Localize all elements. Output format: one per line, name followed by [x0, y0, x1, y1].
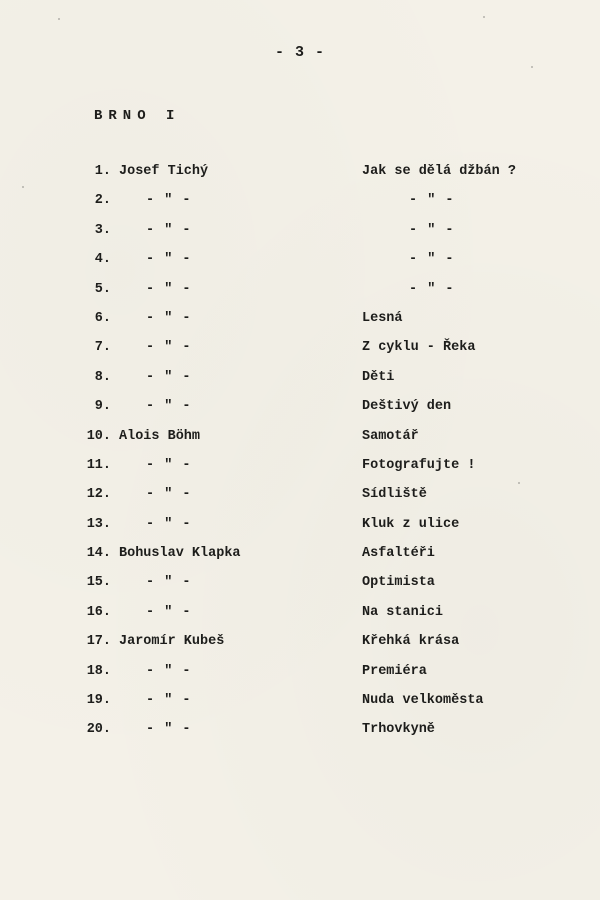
entry-author: Bohuslav Klapka — [119, 546, 241, 562]
entry-author: - " - — [146, 340, 192, 356]
entry-title: Na stanici — [362, 604, 444, 620]
paper-speck — [58, 18, 60, 20]
list-item — [0, 720, 600, 749]
entry-number: 1. — [94, 164, 111, 179]
entry-title: Sídliště — [362, 487, 427, 503]
list-item — [0, 338, 600, 367]
entry-author: - " - — [146, 693, 192, 709]
entry-number: 10. — [86, 428, 111, 444]
list-item — [0, 309, 600, 338]
entry-author: - " - — [146, 399, 192, 415]
entry-title: Asfaltéři — [362, 546, 435, 562]
paper-speck — [22, 186, 24, 188]
entry-title: Deštivý den — [362, 399, 452, 415]
entry-title: Děti — [362, 369, 395, 385]
entry-title: - " - — [409, 193, 455, 209]
entry-title: Jak se dělá džbán ? — [362, 164, 516, 179]
list-item — [0, 427, 600, 456]
entry-list — [0, 162, 600, 750]
list-item — [0, 280, 600, 309]
list-item — [0, 573, 600, 602]
entry-author: - " - — [146, 281, 192, 297]
entry-title: Optimista — [362, 575, 435, 591]
entry-title: - " - — [409, 281, 455, 297]
list-item — [0, 368, 600, 397]
entry-title: - " - — [409, 252, 455, 268]
entry-number: 13. — [86, 516, 111, 532]
entry-number: 5. — [94, 281, 111, 297]
entry-author: Jaromír Kubeš — [119, 634, 225, 650]
entry-title: Lesná — [362, 310, 403, 326]
entry-number: 2. — [94, 193, 111, 209]
entry-number: 7. — [94, 340, 111, 356]
entry-author: - " - — [146, 575, 192, 591]
entry-title: Samotář — [362, 428, 419, 444]
paper-speck — [483, 16, 485, 18]
list-item — [0, 691, 600, 720]
list-item — [0, 603, 600, 632]
entry-title: Z cyklu - Řeka — [362, 340, 476, 356]
entry-author: - " - — [146, 663, 192, 679]
entry-number: 15. — [86, 575, 111, 591]
entry-title: Nuda velkoměsta — [362, 693, 484, 709]
list-item — [0, 250, 600, 279]
entry-title: Premiéra — [362, 663, 427, 679]
entry-author: - " - — [146, 487, 192, 503]
list-item — [0, 191, 600, 220]
list-item — [0, 485, 600, 514]
entry-number: 17. — [86, 634, 111, 650]
list-item — [0, 662, 600, 691]
entry-author: - " - — [146, 516, 192, 532]
entry-title: - " - — [409, 222, 455, 238]
paper-speck — [518, 482, 520, 484]
entry-number: 9. — [94, 399, 111, 415]
entry-author: - " - — [146, 457, 192, 473]
entry-number: 20. — [86, 722, 111, 738]
paper-speck — [531, 66, 533, 68]
entry-number: 19. — [86, 693, 111, 709]
list-item — [0, 162, 600, 191]
entry-author: Alois Böhm — [119, 428, 201, 444]
entry-number: 6. — [94, 310, 111, 326]
entry-title: Křehká krása — [362, 634, 460, 650]
entry-title: Trhovkyně — [362, 722, 435, 738]
entry-author: - " - — [146, 193, 192, 209]
page-number: - 3 - — [274, 44, 325, 61]
entry-number: 8. — [94, 369, 111, 385]
entry-title: Fotografujte ! — [362, 457, 476, 473]
list-item — [0, 456, 600, 485]
entry-author: - " - — [146, 252, 192, 268]
entry-number: 11. — [86, 457, 111, 473]
entry-number: 14. — [86, 546, 111, 562]
entry-number: 18. — [86, 663, 111, 679]
list-item — [0, 515, 600, 544]
entry-number: 3. — [94, 222, 111, 238]
list-item — [0, 544, 600, 573]
entry-author: Josef Tichý — [119, 164, 209, 179]
entry-author: - " - — [146, 222, 192, 238]
entry-author: - " - — [146, 310, 192, 326]
entry-number: 16. — [86, 604, 111, 620]
entry-author: - " - — [146, 722, 192, 738]
list-item — [0, 397, 600, 426]
entry-author: - " - — [146, 604, 192, 620]
entry-number: 12. — [86, 487, 111, 503]
entry-author: - " - — [146, 369, 192, 385]
list-item — [0, 221, 600, 250]
list-item — [0, 632, 600, 661]
entry-number: 4. — [94, 252, 111, 268]
section-heading: BRNO I — [94, 108, 181, 124]
entry-title: Kluk z ulice — [362, 516, 460, 532]
